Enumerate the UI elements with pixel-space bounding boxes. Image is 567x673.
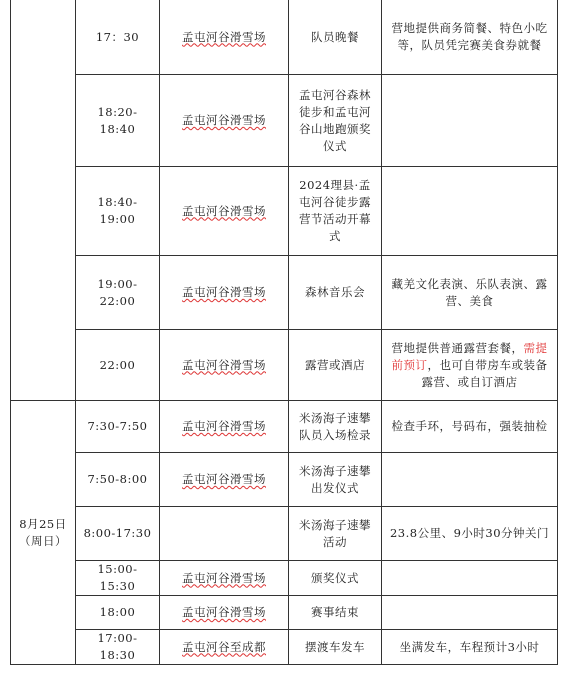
time-cell: 17:00-18:30	[76, 630, 160, 665]
item-cell: 露营或酒店	[289, 330, 382, 401]
time-cell: 8:00-17:30	[76, 507, 160, 561]
table-row	[11, 0, 558, 75]
time-cell: 15:00-15:30	[76, 561, 160, 596]
time-cell: 18:20-18:40	[76, 75, 160, 167]
item-cell: 2024理县·孟屯河谷徒步露营节活动开幕式	[289, 167, 382, 256]
note-highlight: 需提前预订	[391, 340, 548, 372]
table-row	[11, 453, 558, 507]
time-cell: 7:50-8:00	[76, 453, 160, 507]
time-cell: 18:40-19:00	[76, 167, 160, 256]
date-weekday: （周日）	[19, 533, 67, 548]
venue-cell: 孟屯河谷滑雪场	[160, 330, 289, 401]
note-cell	[382, 75, 558, 167]
note-cell	[382, 561, 558, 596]
schedule-table	[10, 0, 558, 665]
time-cell: 18:00	[76, 596, 160, 630]
note-cell	[382, 167, 558, 256]
note-cell: 营地提供商务简餐、特色小吃等，队员凭完赛美食券就餐	[382, 0, 558, 75]
note-cell: 检查手环，号码布，强装抽检	[382, 401, 558, 453]
venue-cell	[160, 507, 289, 561]
date-cell-previous-day	[11, 0, 76, 401]
venue-cell: 孟屯河谷滑雪场	[160, 401, 289, 453]
table-row	[11, 596, 558, 630]
time-cell: 17：30	[76, 0, 160, 75]
venue-cell: 孟屯河谷滑雪场	[160, 75, 289, 167]
note-cell: 藏羌文化表演、乐队表演、露营、美食	[382, 256, 558, 330]
venue-cell: 孟屯河谷滑雪场	[160, 596, 289, 630]
note-text-tail: ，也可自带房车或装备露营、或自订酒店	[421, 357, 548, 389]
venue-cell: 孟屯河谷滑雪场	[160, 256, 289, 330]
note-cell: 坐满发车，车程预计3小时	[382, 630, 558, 665]
table-row	[11, 167, 558, 256]
item-cell: 摆渡车发车	[289, 630, 382, 665]
item-cell: 赛事结束	[289, 596, 382, 630]
item-cell: 队员晚餐	[289, 0, 382, 75]
date-day: 8月25日	[19, 516, 67, 531]
venue-cell: 孟屯河谷至成都	[160, 630, 289, 665]
note-cell	[382, 330, 558, 401]
item-cell: 森林音乐会	[289, 256, 382, 330]
table-row	[11, 561, 558, 596]
table-row	[11, 75, 558, 167]
item-cell: 米汤海子速攀队员入场检录	[289, 401, 382, 453]
table-row	[11, 256, 558, 330]
note-cell: 23.8公里、9小时30分钟关门	[382, 507, 558, 561]
item-cell: 米汤海子速攀活动	[289, 507, 382, 561]
table-row	[11, 507, 558, 561]
time-cell: 7:30-7:50	[76, 401, 160, 453]
date-cell	[11, 401, 76, 665]
table-row	[11, 630, 558, 665]
item-cell: 孟屯河谷森林徒步和孟屯河谷山地跑颁奖仪式	[289, 75, 382, 167]
table-row	[11, 330, 558, 401]
table-row	[11, 401, 558, 453]
time-cell: 19:00-22:00	[76, 256, 160, 330]
venue-cell: 孟屯河谷滑雪场	[160, 561, 289, 596]
item-cell: 米汤海子速攀出发仪式	[289, 453, 382, 507]
venue-cell: 孟屯河谷滑雪场	[160, 0, 289, 75]
note-cell	[382, 453, 558, 507]
note-text: 营地提供普通露营套餐，	[391, 340, 524, 355]
venue-cell: 孟屯河谷滑雪场	[160, 167, 289, 256]
note-cell	[382, 596, 558, 630]
item-cell: 颁奖仪式	[289, 561, 382, 596]
venue-cell: 孟屯河谷滑雪场	[160, 453, 289, 507]
time-cell: 22:00	[76, 330, 160, 401]
